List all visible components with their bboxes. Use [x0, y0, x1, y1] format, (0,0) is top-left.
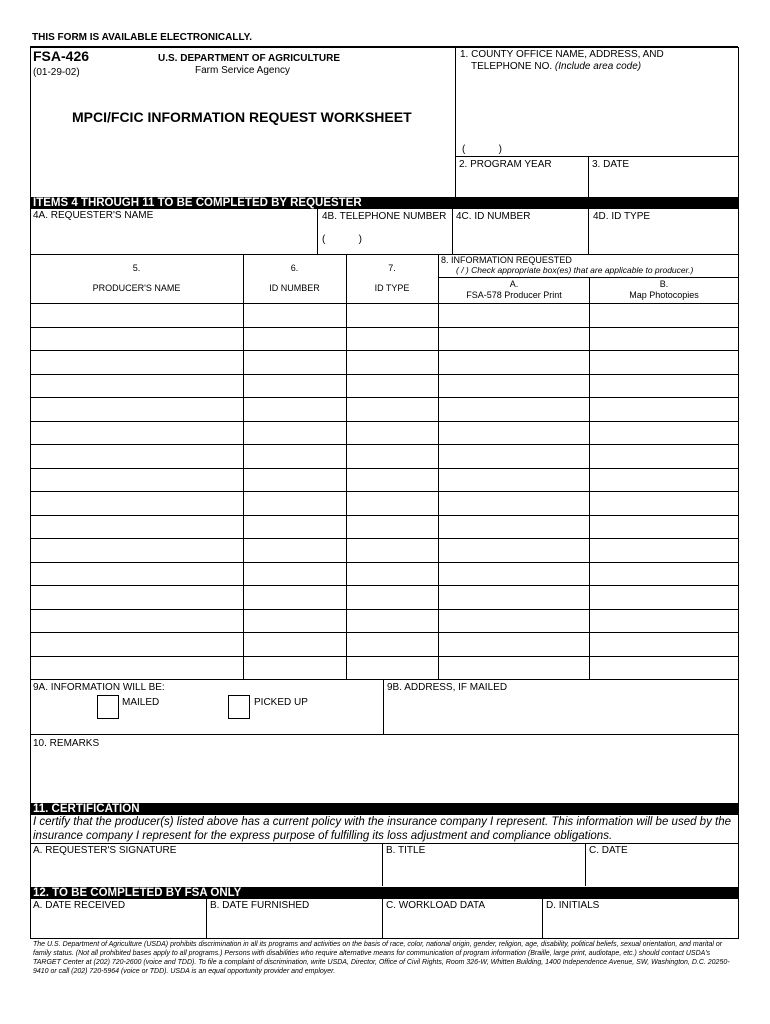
info-requested-subdivider: [438, 277, 738, 278]
requester-col-divider-2: [452, 209, 453, 254]
map-photocopies-cell[interactable]: [590, 610, 737, 632]
date-furnished-input[interactable]: [208, 913, 381, 937]
id-number-cell[interactable]: [244, 610, 345, 632]
program-year-label: 2. PROGRAM YEAR: [459, 159, 552, 170]
electronic-availability-note: THIS FORM IS AVAILABLE ELECTRONICALLY.: [32, 32, 253, 43]
producer-name-cell[interactable]: [32, 657, 242, 679]
id-type-cell[interactable]: [347, 516, 437, 538]
id-type-label: 4D. ID TYPE: [593, 211, 651, 222]
agency-name: Farm Service Agency: [195, 65, 291, 76]
date-label: 3. DATE: [592, 159, 630, 170]
producer-name-cell[interactable]: [32, 398, 242, 420]
producer-name-cell[interactable]: [32, 586, 242, 608]
producer-name-cell[interactable]: [32, 375, 242, 397]
producer-name-cell[interactable]: [32, 516, 242, 538]
producer-name-cell[interactable]: [32, 563, 242, 585]
telephone-parens: ( ): [322, 234, 362, 245]
producer-print-cell[interactable]: [439, 492, 588, 514]
certification-text: I certify that the producer(s) listed above has a current policy with the insurance company I represent. This information will be used by the insurance company I represent for the express purpose of fulfilling its loss adjustment and compliance obligations.: [33, 816, 732, 842]
remarks-label: 10. REMARKS: [33, 738, 100, 749]
id-type-cell[interactable]: [347, 445, 437, 467]
map-photocopies-cell[interactable]: [590, 657, 737, 679]
id-type-input[interactable]: [590, 226, 737, 252]
id-number-cell[interactable]: [244, 657, 345, 679]
id-type-cell[interactable]: [347, 469, 437, 491]
producer-col-number: 5.: [132, 263, 141, 273]
id-number-cell[interactable]: [244, 633, 345, 655]
area-code-note: (Include area code): [554, 61, 642, 72]
id-number-cell[interactable]: [244, 516, 345, 538]
id-number-cell[interactable]: [244, 586, 345, 608]
form-number: FSA-426: [33, 48, 90, 64]
id-type-cell[interactable]: [347, 328, 437, 350]
id-number-cell[interactable]: [244, 539, 345, 561]
map-photocopies-cell[interactable]: [590, 516, 737, 538]
id-number-cell[interactable]: [244, 351, 345, 373]
id-type-cell[interactable]: [347, 422, 437, 444]
map-photocopies-cell[interactable]: [590, 328, 737, 350]
producer-name-cell[interactable]: [32, 328, 242, 350]
county-office-label-line2: TELEPHONE NO.: [471, 61, 553, 72]
program-year-divider: [455, 156, 738, 157]
producer-print-cell[interactable]: [439, 445, 588, 467]
producer-print-cell[interactable]: [439, 516, 588, 538]
id-type-cell[interactable]: [347, 563, 437, 585]
requester-name-label: 4A. REQUESTER'S NAME: [33, 210, 154, 221]
mailed-checkbox[interactable]: [97, 695, 119, 719]
id-number-cell[interactable]: [244, 445, 345, 467]
title-input[interactable]: [384, 858, 584, 884]
id-type-cell[interactable]: [347, 539, 437, 561]
mailed-label: MAILED: [122, 697, 160, 708]
id-number-cell[interactable]: [244, 492, 345, 514]
mailing-address-input[interactable]: [385, 696, 737, 732]
id-type-cell[interactable]: [347, 586, 437, 608]
table-top-line: [30, 254, 738, 255]
id-number-input[interactable]: [454, 226, 587, 252]
producer-print-cell[interactable]: [439, 539, 588, 561]
producer-print-cell[interactable]: [439, 469, 588, 491]
fsa-divider-2: [382, 899, 383, 939]
requester-col-divider-1: [317, 209, 318, 254]
fsa-only-bar: 12. TO BE COMPLETED BY FSA ONLY: [30, 887, 739, 899]
telephone-input[interactable]: [380, 226, 450, 250]
id-type-cell[interactable]: [347, 351, 437, 373]
remarks-input[interactable]: [31, 752, 737, 800]
producer-print-cell[interactable]: [439, 563, 588, 585]
id-type-cell[interactable]: [347, 610, 437, 632]
map-photocopies-header: Map Photocopies: [629, 290, 699, 300]
info-requested-note: ( / ) Check appropriate box(es) that are applicable to producer.): [456, 265, 694, 275]
picked-up-label: PICKED UP: [254, 697, 308, 708]
producer-print-cell[interactable]: [439, 398, 588, 420]
producer-name-cell[interactable]: [32, 469, 242, 491]
info-requested-header: 8. INFORMATION REQUESTED: [441, 255, 572, 265]
producer-name-cell[interactable]: [32, 445, 242, 467]
fsa-divider-1: [206, 899, 207, 939]
producer-print-cell[interactable]: [439, 304, 588, 326]
requester-col-divider-3: [588, 209, 589, 254]
row9-divider: [383, 680, 384, 734]
signature-input[interactable]: [31, 858, 381, 884]
date-received-label: A. DATE RECEIVED: [33, 900, 126, 911]
signature-top-line: [30, 843, 738, 844]
map-photocopies-cell[interactable]: [590, 492, 737, 514]
info-will-be-label: 9A. INFORMATION WILL BE:: [33, 682, 165, 693]
id-number-cell[interactable]: [244, 328, 345, 350]
signature-divider-1: [382, 843, 383, 886]
producer-print-cell[interactable]: [439, 586, 588, 608]
map-photocopies-cell[interactable]: [590, 422, 737, 444]
map-photocopies-cell[interactable]: [590, 304, 737, 326]
workload-data-input[interactable]: [384, 913, 541, 937]
form-title: MPCI/FCIC INFORMATION REQUEST WORKSHEET: [72, 109, 412, 125]
id-type-cell[interactable]: [347, 375, 437, 397]
address-if-mailed-label: 9B. ADDRESS, IF MAILED: [387, 682, 508, 693]
id-type-cell[interactable]: [347, 492, 437, 514]
map-photocopies-cell[interactable]: [590, 375, 737, 397]
producer-print-cell[interactable]: [439, 351, 588, 373]
id-type-col-number: 7.: [388, 263, 396, 273]
id-number-cell[interactable]: [244, 563, 345, 585]
cert-date-input[interactable]: [587, 858, 737, 884]
map-photocopies-cell[interactable]: [590, 633, 737, 655]
map-photocopies-cell[interactable]: [590, 586, 737, 608]
producer-print-letter: A.: [509, 279, 519, 289]
map-photocopies-cell[interactable]: [590, 469, 737, 491]
header-divider: [455, 47, 456, 197]
telephone-label: 4B. TELEPHONE NUMBER: [322, 211, 447, 222]
id-number-cell[interactable]: [244, 469, 345, 491]
fsa-divider-3: [542, 899, 543, 939]
county-phone-parens: ( ): [462, 144, 502, 155]
producer-name-cell[interactable]: [32, 610, 242, 632]
producer-name-cell[interactable]: [32, 539, 242, 561]
map-photocopies-cell[interactable]: [590, 351, 737, 373]
producer-name-cell[interactable]: [32, 492, 242, 514]
id-type-header: ID TYPE: [374, 283, 410, 293]
id-number-header: ID NUMBER: [269, 283, 320, 293]
certification-bar: 11. CERTIFICATION: [30, 803, 739, 815]
workload-data-label: C. WORKLOAD DATA: [386, 900, 486, 911]
id-type-cell[interactable]: [347, 633, 437, 655]
county-office-label-line1: 1. COUNTY OFFICE NAME, ADDRESS, AND: [460, 49, 664, 60]
id-type-cell[interactable]: [347, 304, 437, 326]
map-photocopies-cell[interactable]: [590, 539, 737, 561]
id-number-cell[interactable]: [244, 398, 345, 420]
id-type-cell[interactable]: [347, 657, 437, 679]
producer-name-cell[interactable]: [32, 422, 242, 444]
map-photocopies-cell[interactable]: [590, 398, 737, 420]
producer-print-header: FSA-578 Producer Print: [466, 290, 562, 300]
county-office-label: [460, 49, 664, 73]
map-photocopies-cell[interactable]: [590, 445, 737, 467]
producer-name-header: PRODUCER'S NAME: [92, 283, 181, 293]
program-date-divider: [588, 156, 589, 197]
producer-print-cell[interactable]: [439, 610, 588, 632]
initials-label: D. INITIALS: [546, 900, 600, 911]
cert-date-label: C. DATE: [589, 845, 628, 856]
requester-name-input[interactable]: [31, 224, 316, 252]
id-number-col-number: 6.: [290, 263, 299, 273]
county-office-input[interactable]: [457, 76, 737, 142]
producer-name-cell[interactable]: [32, 633, 242, 655]
producer-print-cell[interactable]: [439, 328, 588, 350]
requester-section-bar: ITEMS 4 THROUGH 11 TO BE COMPLETED BY REQUESTER: [30, 197, 739, 209]
id-number-cell[interactable]: [244, 422, 345, 444]
id-number-cell[interactable]: [244, 304, 345, 326]
producer-print-cell[interactable]: [439, 633, 588, 655]
map-photocopies-cell[interactable]: [590, 563, 737, 585]
table-row-line: [30, 679, 738, 680]
date-received-input[interactable]: [31, 913, 205, 937]
nondiscrimination-statement: The U.S. Department of Agriculture (USDA) prohibits discrimination in all its programs and activities on the basis of race, color, national origin, gender, religion, age, disability, political beliefs, sexual orientation, and marital or family status. (Not all prohibited bases apply to all programs.) Persons with disabilities who require alternative means for communication of program information (Braille, large print, audiotape, etc.) should contact USDA's TARGET Center at (202) 720-2600 (voice and TDD). To file a complaint of discrimination, write USDA, Director, Office of Civil Rights, Room 326-W, Whitten Building, 1400 Independence Avenue, SW, Washington, D.C. 20250-9410 or call (202) 720-5964 (voice or TDD). USDA is an equal opportunity provider and employer.: [33, 941, 730, 975]
date-input[interactable]: [590, 172, 737, 194]
signature-label: A. REQUESTER'S SIGNATURE: [33, 845, 177, 856]
signature-divider-2: [585, 843, 586, 886]
id-number-label: 4C. ID NUMBER: [456, 211, 531, 222]
producer-print-cell[interactable]: [439, 375, 588, 397]
department-name: U.S. DEPARTMENT OF AGRICULTURE: [158, 53, 341, 64]
id-type-cell[interactable]: [347, 398, 437, 420]
date-furnished-label: B. DATE FURNISHED: [210, 900, 310, 911]
picked-up-checkbox[interactable]: [228, 695, 250, 719]
producer-name-cell[interactable]: [32, 304, 242, 326]
form-revision-date: (01-29-02): [33, 67, 80, 78]
title-label: B. TITLE: [386, 845, 426, 856]
map-photocopies-letter: B.: [659, 279, 669, 289]
producer-print-cell[interactable]: [439, 422, 588, 444]
producer-print-cell[interactable]: [439, 657, 588, 679]
remarks-top-line: [30, 734, 738, 735]
info-requested-col-split: [589, 277, 590, 303]
id-number-cell[interactable]: [244, 375, 345, 397]
program-year-input[interactable]: [457, 172, 587, 194]
initials-input[interactable]: [544, 913, 737, 937]
producer-name-cell[interactable]: [32, 351, 242, 373]
